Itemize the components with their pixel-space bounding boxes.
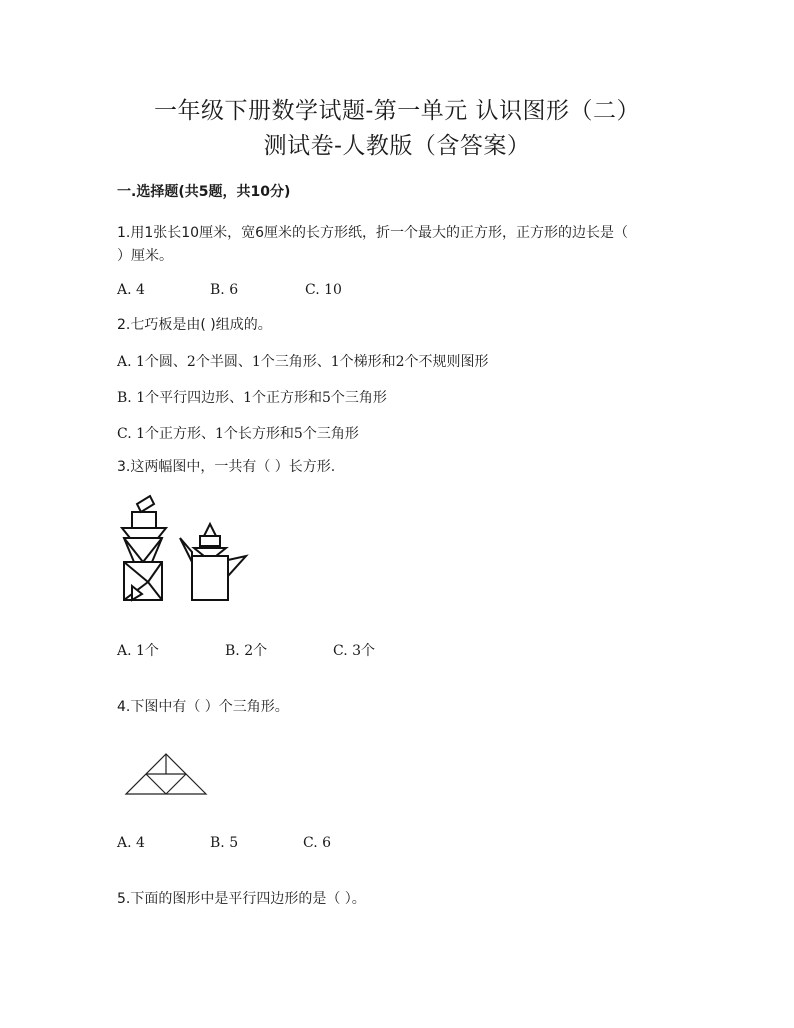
q3-option-b: B. 2个	[225, 643, 268, 659]
title-line-2: 测试卷-人教版（含答案）	[263, 133, 531, 159]
q2-option-a: A. 1个圆、2个半圆、1个三角形、1个梯形和2个不规则图形	[117, 354, 489, 370]
q1-option-c: C. 10	[305, 282, 342, 298]
q4-option-b: B. 5	[210, 835, 239, 851]
tangram-body-upper	[124, 538, 162, 562]
triangle-figure-image	[120, 750, 212, 798]
q4-option-a: A. 4	[117, 835, 145, 851]
teapot-top-trapezoid	[194, 548, 226, 556]
tangram-hat-piece	[137, 496, 154, 512]
teapot-spout-triangle	[228, 556, 246, 576]
teapot-lid-rect	[200, 536, 220, 546]
tangram-figures-image	[112, 490, 252, 608]
title-line-1: 一年级下册数学试题-第一单元 认识图形（二）	[153, 98, 641, 124]
teapot-lid-triangle	[204, 524, 216, 536]
question-1	[117, 222, 628, 268]
q4-option-c: C. 6	[303, 835, 332, 851]
teapot-body-rect	[192, 556, 228, 600]
q1-option-b: B. 6	[210, 282, 239, 298]
tangram-head-rect	[132, 512, 156, 528]
q3-option-c: C. 3个	[333, 643, 376, 659]
q1-option-a: A. 4	[117, 282, 145, 298]
teapot-handle-triangle	[180, 538, 192, 562]
question-2: 2.七巧板是由( )组成的。	[117, 317, 272, 333]
section-heading: 一.选择题(共5题，共10分)	[117, 184, 291, 200]
question-3: 3.这两幅图中，一共有（ ）长方形.	[117, 459, 336, 475]
question-1-line-2: ）厘米。	[117, 248, 173, 264]
question-5: 5.下面的图形中是平行四边形的是（ ）。	[117, 891, 366, 907]
q2-option-c: C. 1个正方形、1个长方形和5个三角形	[117, 426, 359, 442]
question-4: 4.下图中有（ ）个三角形。	[117, 699, 289, 715]
q3-option-a: A. 1个	[117, 643, 159, 659]
tangram-shoulder-trapezoid	[122, 528, 166, 538]
q2-option-b: B. 1个平行四边形、1个正方形和5个三角形	[117, 390, 387, 406]
question-1-line-1: 1.用1张长10厘米，宽6厘米的长方形纸，折一个最大的正方形，正方形的边长是（	[117, 225, 628, 241]
